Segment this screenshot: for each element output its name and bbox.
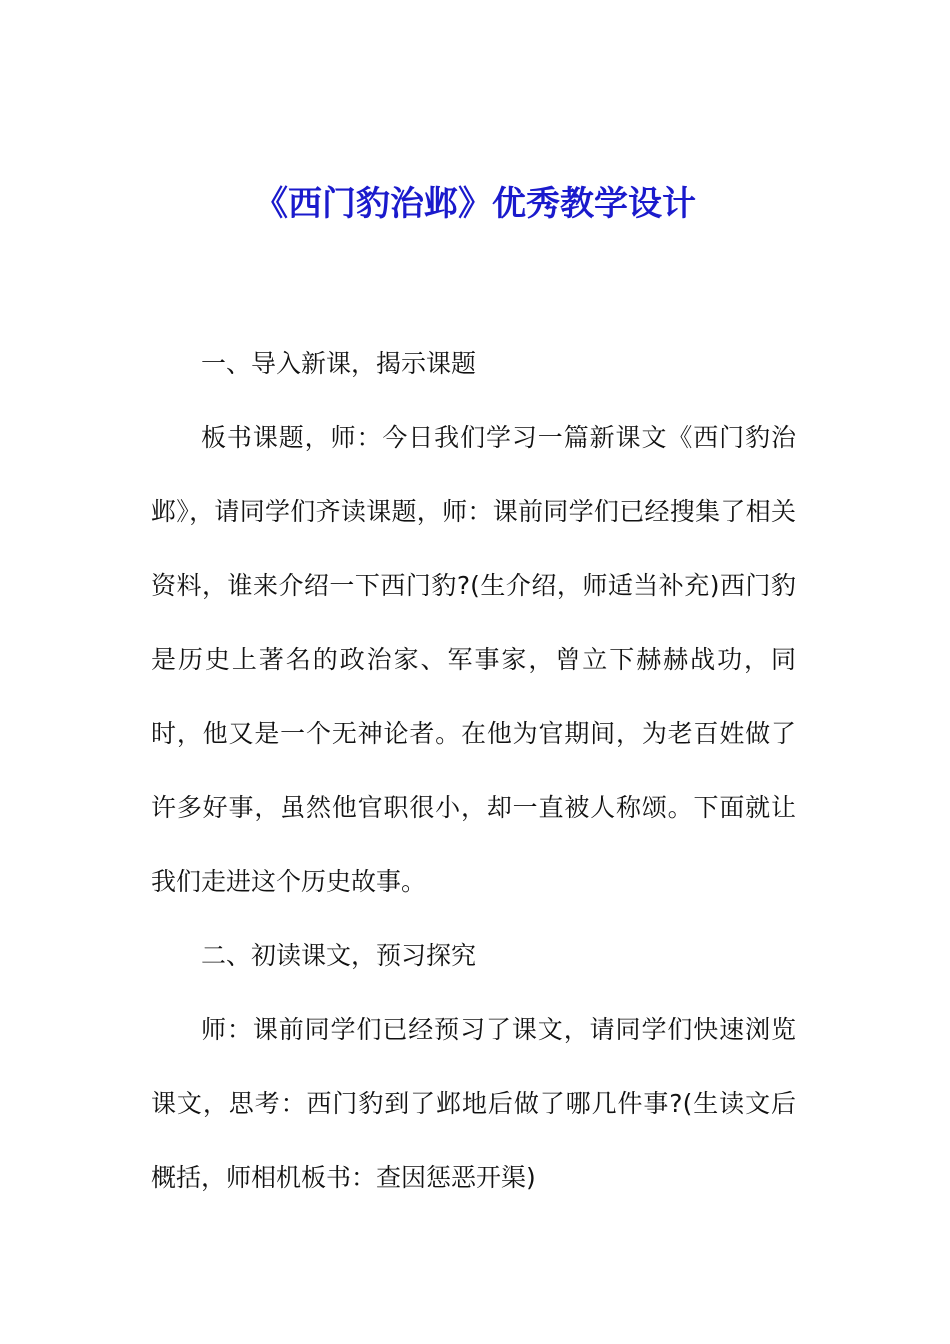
document-title: 《西门豹治邺》优秀教学设计 xyxy=(254,184,696,224)
paragraph-intro: 板书课题，师：今日我们学习一篇新课文《西门豹治邺》，请同学们齐读课题，师：课前同学们已经搜集了相关资料，谁来介绍一下西门豹?(生介绍，师适当补充)西门豹是历史上著名的政治家、军事家，曾立下赫赫战功，同时，他又是一个无神论者。在他为官期间，为老百姓做了许多好事，虽然他官职很小，却一直被人称颂。下面就让我们走进这个历史故事。 xyxy=(151,423,796,896)
section-heading-2: 二、初读课文，预习探究 xyxy=(201,941,477,970)
paragraph-preview: 师：课前同学们已经预习了课文，请同学们快速浏览课文，思考：西门豹到了邺地后做了哪几件事?(生读文后概括，师相机板书：查因惩恶开渠) xyxy=(151,1015,796,1192)
document-body xyxy=(151,327,796,1215)
section-heading-1: 一、导入新课，揭示课题 xyxy=(201,349,477,378)
